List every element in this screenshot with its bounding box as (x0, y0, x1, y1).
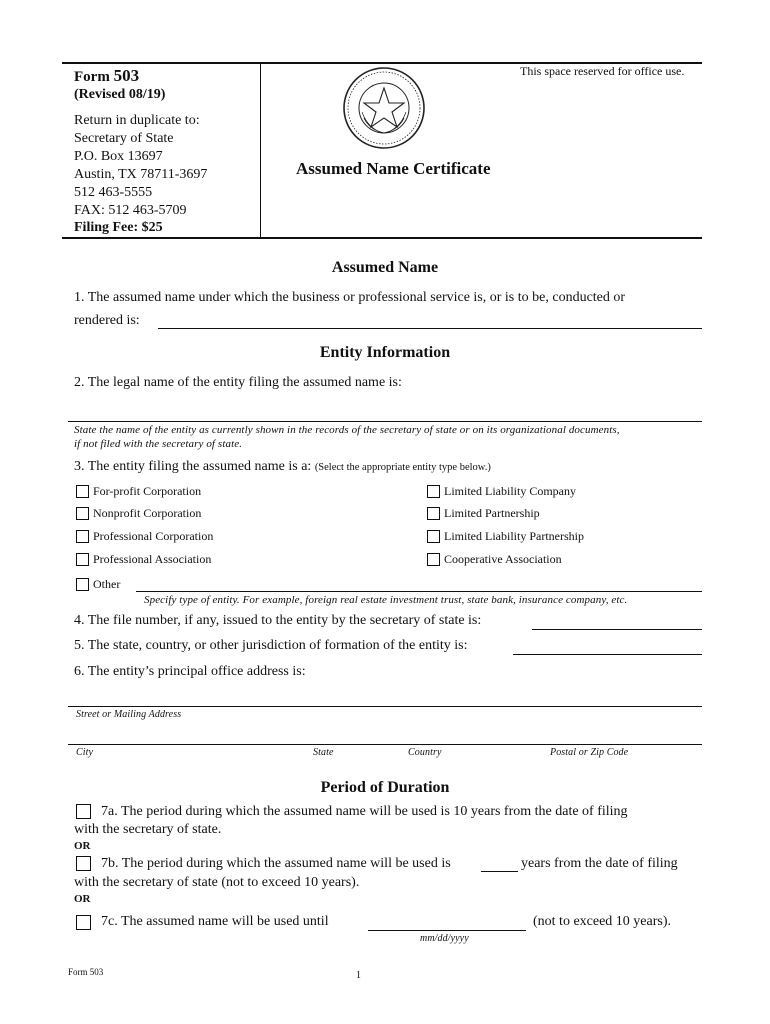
checkbox-7a[interactable] (76, 804, 91, 819)
label-nonprofit-corporation: Nonprofit Corporation (93, 506, 202, 520)
option-7c-text: 7c. The assumed name will be used until (101, 914, 329, 929)
city-state-zip-field[interactable] (68, 744, 702, 745)
label-other: Other (93, 577, 121, 591)
footer-form-number: Form 503 (68, 967, 104, 977)
other-entity-hint: Specify type of entity. For example, foreign real estate investment trust, state bank, insurance company, etc. (144, 594, 628, 606)
street-address-field[interactable] (68, 706, 702, 707)
item-6-text: 6. The entity’s principal office address is: (74, 664, 306, 679)
office-use-note: This space reserved for office use. (520, 64, 685, 78)
file-number-field[interactable] (532, 629, 702, 630)
label-for-profit-corporation: For-profit Corporation (93, 484, 202, 498)
country-label: Country (408, 747, 442, 758)
checkbox-for-profit-corporation[interactable] (76, 485, 89, 498)
option-7a-text: 7a. The period during which the assumed name will be used is 10 years from the date of filing (101, 804, 628, 819)
city-label: City (76, 747, 94, 758)
item-4-text: 4. The file number, if any, issued to the entity by the secretary of state is: (74, 613, 482, 628)
address-line: FAX: 512 463-5709 (74, 203, 187, 218)
address-line: Austin, TX 78711-3697 (74, 167, 208, 182)
item-1-text: 1. The assumed name under which the business or professional service is, or is to be, conducted or (74, 290, 626, 305)
certificate-title: Assumed Name Certificate (296, 159, 491, 178)
label-limited-partnership: Limited Partnership (444, 506, 540, 520)
item-1-text-cont: rendered is: (74, 313, 140, 328)
entity-name-note-cont: if not filed with the secretary of state. (74, 438, 243, 450)
item-3-text (74, 459, 491, 475)
item-5-text: 5. The state, country, or other jurisdiction of formation of the entity is: (74, 638, 468, 653)
item-2-text: 2. The legal name of the entity filing the assumed name is: (74, 375, 402, 390)
assumed-name-field[interactable] (158, 328, 702, 329)
return-address (74, 112, 207, 220)
address-line: P.O. Box 13697 (74, 149, 163, 164)
option-7a-text-cont: with the secretary of state. (74, 822, 222, 837)
or-divider: OR (74, 840, 91, 852)
checkbox-7b[interactable] (76, 856, 91, 871)
checkbox-cooperative-association[interactable] (427, 553, 440, 566)
label-limited-liability-company: Limited Liability Company (444, 484, 576, 498)
checkbox-nonprofit-corporation[interactable] (76, 507, 89, 520)
jurisdiction-field[interactable] (513, 654, 702, 655)
date-format-hint: mm/dd/yyyy (420, 933, 469, 944)
checkbox-7c[interactable] (76, 915, 91, 930)
entity-name-note: State the name of the entity as currently shown in the records of the secretary of state or on its organizational documents, (74, 424, 620, 436)
years-field[interactable] (481, 871, 518, 872)
zip-label: Postal or Zip Code (550, 747, 629, 758)
label-cooperative-association: Cooperative Association (444, 552, 562, 566)
header-divider (260, 62, 261, 238)
page-number: 1 (356, 970, 361, 981)
label-professional-association: Professional Association (93, 552, 212, 566)
option-7b-text: 7b. The period during which the assumed name will be used is (101, 856, 451, 871)
checkbox-limited-partnership[interactable] (427, 507, 440, 520)
form-number (74, 66, 139, 86)
state-label: State (313, 747, 334, 758)
entity-legal-name-field[interactable] (68, 421, 702, 422)
texas-state-seal-icon (342, 66, 426, 150)
checkbox-limited-liability-company[interactable] (427, 485, 440, 498)
option-7b-text-end: years from the date of filing (521, 856, 678, 871)
header-bottom-rule (62, 237, 702, 239)
or-divider: OR (74, 893, 91, 905)
label-limited-liability-partnership: Limited Liability Partnership (444, 529, 584, 543)
label-professional-corporation: Professional Corporation (93, 529, 214, 543)
address-line: Secretary of State (74, 131, 174, 146)
checkbox-professional-association[interactable] (76, 553, 89, 566)
entity-information-heading: Entity Information (319, 344, 451, 361)
street-address-label: Street or Mailing Address (76, 709, 182, 720)
checkbox-other[interactable] (76, 578, 89, 591)
item-3-hint: (Select the appropriate entity type below.) (314, 462, 491, 473)
period-of-duration-heading: Period of Duration (320, 779, 450, 796)
address-line: Return in duplicate to: (74, 113, 200, 128)
checkbox-professional-corporation[interactable] (76, 530, 89, 543)
revision-date: (Revised 08/19) (74, 87, 166, 102)
checkbox-limited-liability-partnership[interactable] (427, 530, 440, 543)
filing-fee: Filing Fee: $25 (74, 220, 163, 235)
form-label: Form (74, 69, 110, 85)
address-line: 512 463-5555 (74, 185, 153, 200)
other-entity-type-field[interactable] (136, 591, 702, 592)
end-date-field[interactable] (368, 930, 526, 931)
item-3-label: 3. The entity filing the assumed name is a: (74, 459, 312, 474)
option-7c-text-end: (not to exceed 10 years). (533, 914, 671, 929)
form-number-value: 503 (113, 66, 140, 85)
assumed-name-heading: Assumed Name (331, 259, 439, 276)
option-7b-text-cont: with the secretary of state (not to exceed 10 years). (74, 875, 360, 890)
